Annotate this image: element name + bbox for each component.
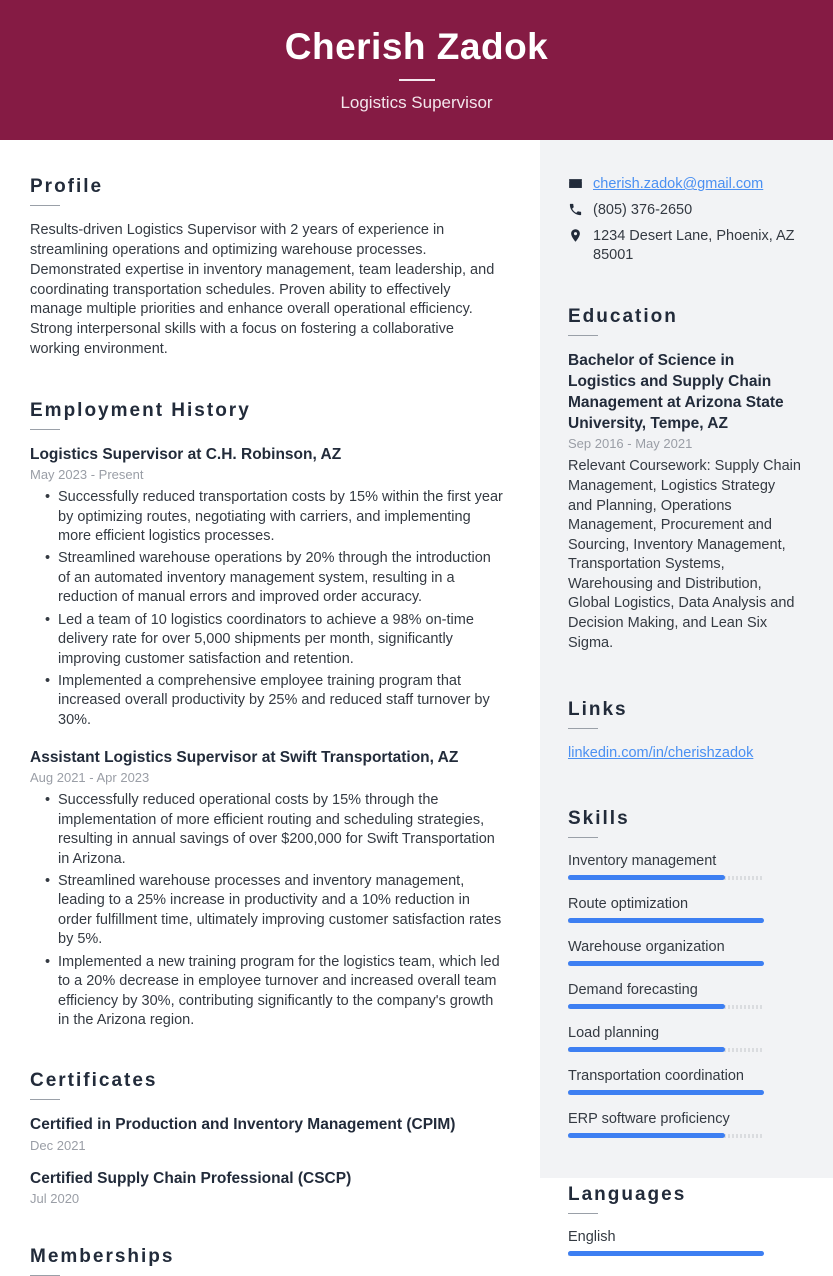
language-label: English [568, 1229, 616, 1246]
certificate-date: Dec 2021 [30, 1137, 86, 1153]
section-divider [30, 429, 60, 430]
job-dates: Aug 2021 - Apr 2023 [30, 770, 150, 786]
address-text: 1234 Desert Lane, Phoenix, AZ 85001 [593, 227, 795, 263]
section-divider [30, 1099, 60, 1100]
job-bullet: • Implemented a new training program for the logistics team, which led to a 20% decrease in employee turnover and increased overall team efficiency by 30%, contributing significantly to the company's growth in the Arizona region. [45, 953, 506, 1031]
job-bullet: • Successfully reduced transportation costs by 15% within the first year by optimizing routes, negotiating with carriers, and implementing more efficient logistics processes. [45, 488, 506, 546]
skill-item [568, 1111, 803, 1138]
skill-bar-track [568, 1048, 764, 1052]
phone-number: (805) 376-2650 [593, 201, 693, 218]
education-section [568, 306, 803, 653]
skill-bar-track [568, 876, 764, 880]
section-divider [568, 335, 598, 336]
skill-item [568, 896, 803, 923]
job-bullet: • Led a team of 10 logistics coordinators to achieve a 98% on-time delivery rate for over 5,000 shipments per month, significantly improving customer satisfaction and retention. [45, 611, 506, 669]
section-divider [568, 837, 598, 838]
contact-section [568, 175, 803, 264]
skill-item [568, 939, 803, 966]
skill-label: Transportation coordination [568, 1068, 744, 1085]
skill-bar-track [568, 1134, 764, 1138]
job-title: Logistics Supervisor at C.H. Robinson, AZ [30, 446, 342, 464]
skill-label: Warehouse organization [568, 939, 725, 956]
language-bar-track [568, 1252, 764, 1256]
skill-bar-fill [568, 1047, 725, 1052]
sidebar [540, 140, 833, 1246]
section-divider [568, 1213, 598, 1214]
job-title: Assistant Logistics Supervisor at Swift Transportation, AZ [30, 749, 459, 767]
header-name-divider [399, 79, 435, 81]
links-section [568, 699, 803, 762]
skill-bar-track [568, 919, 764, 923]
languages-heading: Languages [568, 1184, 687, 1206]
language-item [568, 1229, 803, 1256]
skill-bar-track [568, 1005, 764, 1009]
certificate-date: Jul 2020 [30, 1190, 80, 1206]
education-dates: Sep 2016 - May 2021 [568, 436, 693, 452]
email-link[interactable]: cherish.zadok@gmail.com [593, 176, 764, 192]
language-bar-fill [568, 1251, 764, 1256]
location-pin-icon [568, 228, 583, 243]
skill-item [568, 853, 803, 880]
job-entry [30, 748, 506, 1030]
languages-section [568, 1184, 803, 1256]
skills-section [568, 808, 803, 1138]
memberships-section [30, 1246, 506, 1276]
profile-text: Results-driven Logistics Supervisor with 2 years of experience in streamlining operations and optimizing warehouse processes. Demonstrated expertise in inventory management, team leadership, and coordinating transportation schedules. Proven ability to effectively manage multiple priorities and enhance overall operational efficiency. Strong interpersonal skills with a focus on fostering a collaborative working environment. [30, 222, 495, 358]
skill-item [568, 1025, 803, 1052]
skill-label: Demand forecasting [568, 982, 698, 999]
certificate-entry [30, 1115, 506, 1152]
skill-bar-fill [568, 875, 725, 880]
employment-section [30, 400, 506, 1030]
contact-email-row [568, 175, 803, 194]
skills-heading: Skills [568, 808, 630, 830]
job-bullet: • Streamlined warehouse processes and inventory management, leading to a 25% increase in productivity and a 10% reduction in order fulfillment time, ultimately improving customer satisfaction rates by 5%. [45, 872, 506, 950]
candidate-name: Cherish Zadok [284, 26, 549, 67]
profile-heading: Profile [30, 176, 104, 197]
resume-body [0, 140, 833, 1267]
employment-heading: Employment History [30, 400, 251, 422]
skill-label: Load planning [568, 1025, 660, 1042]
contact-phone-row [568, 201, 803, 220]
memberships-heading: Memberships [30, 1245, 175, 1267]
skill-bar-fill [568, 1004, 725, 1009]
profile-section [30, 176, 506, 360]
certificate-title: Certified in Production and Inventory Management (CPIM) [30, 1116, 456, 1134]
contact-address-row [568, 227, 803, 265]
job-bullet: • Successfully reduced operational costs by 15% through the implementation of more efficient routing and scheduling strategies, resulting in annual savings of over $200,000 for Swift Transportation in Arizona. [45, 791, 506, 869]
certificates-section [30, 1070, 506, 1205]
skill-label: Inventory management [568, 853, 717, 870]
email-icon [568, 176, 583, 191]
skill-bar-fill [568, 961, 764, 966]
skill-bar-fill [568, 918, 764, 923]
education-degree: Bachelor of Science in Logistics and Supply Chain Management at Arizona State University, Tempe, AZ [568, 352, 784, 432]
skill-bar-track [568, 1091, 764, 1095]
skill-label: ERP software proficiency [568, 1111, 730, 1128]
candidate-job-title: Logistics Supervisor [340, 93, 493, 112]
job-bullet: • Implemented a comprehensive employee training program that increased overall productivity by 25% and reduced staff turnover by 30%. [45, 672, 506, 730]
job-bullet-list [30, 488, 506, 730]
links-heading: Links [568, 699, 628, 721]
job-bullet: • Streamlined warehouse operations by 20% through the introduction of an automated inventory management system, resulting in a reduction of manual errors and improved order accuracy. [45, 549, 506, 607]
skill-item [568, 1068, 803, 1095]
section-divider [30, 205, 60, 206]
certificates-heading: Certificates [30, 1070, 158, 1092]
job-bullet-list [30, 791, 506, 1030]
skill-bar-fill [568, 1133, 725, 1138]
phone-icon [568, 202, 583, 217]
education-heading: Education [568, 306, 678, 328]
skill-bar-fill [568, 1090, 764, 1095]
job-entry [30, 445, 506, 730]
section-divider [568, 728, 598, 729]
certificate-title: Certified Supply Chain Professional (CSCP) [30, 1169, 352, 1187]
skill-bar-track [568, 962, 764, 966]
job-dates: May 2023 - Present [30, 467, 144, 483]
main-column [0, 140, 540, 1267]
education-coursework: Relevant Coursework: Supply Chain Management, Logistics Strategy and Planning, Operations Management, Procurement and Sourcing, Inventory Management, Transportation Systems, Warehousing and Distribution, Global Logistics, Data Analysis and Decision Making, and Lean Six Sigma. [568, 458, 801, 651]
resume-header [0, 0, 833, 140]
skill-item [568, 982, 803, 1009]
skill-label: Route optimization [568, 896, 689, 913]
linkedin-link[interactable]: linkedin.com/in/cherishzadok [568, 745, 754, 762]
certificate-entry [30, 1169, 506, 1206]
